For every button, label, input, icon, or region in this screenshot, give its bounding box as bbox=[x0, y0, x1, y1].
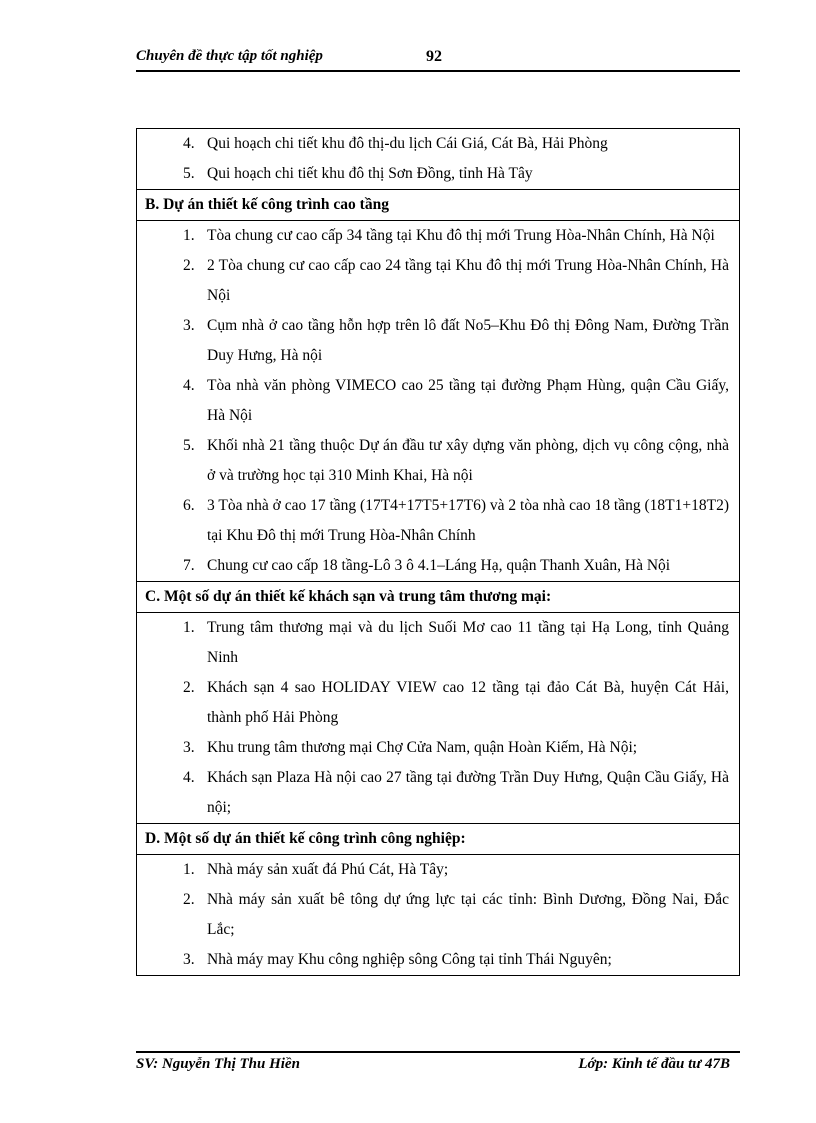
section-heading-d: D. Một số dự án thiết kế công trình công nghiệp: bbox=[137, 824, 740, 855]
list-item: 1. Tòa chung cư cao cấp 34 tầng tại Khu đô thị mới Trung Hòa-Nhân Chính, Hà Nội bbox=[183, 227, 715, 244]
footer-student: SV: Nguyễn Thị Thu Hiền bbox=[136, 1056, 300, 1072]
list-item: 3. Nhà máy may Khu công nghiệp sông Công tại tỉnh Thái Nguyên; bbox=[183, 951, 612, 968]
section-heading-row bbox=[137, 824, 740, 855]
project-table bbox=[136, 128, 740, 976]
footer-rule bbox=[136, 1051, 740, 1053]
list-item: 2. 2 Tòa chung cư cao cấp cao 24 tầng tại Khu đô thị mới Trung Hòa-Nhân Chính, Hà Nội bbox=[183, 257, 729, 304]
list-item: 6. 3 Tòa nhà ở cao 17 tầng (17T4+17T5+17T6) và 2 tòa nhà cao 18 tầng (18T1+18T2) tại Khu Đô thị mới Trung Hòa-Nhân Chính bbox=[183, 497, 729, 544]
item-list bbox=[137, 129, 739, 189]
header-title: Chuyên đề thực tập tốt nghiệp bbox=[136, 48, 323, 64]
list-item: 4. Tòa nhà văn phòng VIMECO cao 25 tầng tại đường Phạm Hùng, quận Cầu Giấy, Hà Nội bbox=[183, 377, 729, 424]
section-heading-b: B. Dự án thiết kế công trình cao tầng bbox=[137, 190, 740, 221]
section-heading-c: C. Một số dự án thiết kế khách sạn và trung tâm thương mại: bbox=[137, 582, 740, 613]
item-list bbox=[137, 221, 739, 581]
list-item: 2. Nhà máy sản xuất bê tông dự ứng lực tại các tỉnh: Bình Dương, Đồng Nai, Đắc Lắc; bbox=[183, 891, 729, 938]
list-item: 5. Khối nhà 21 tầng thuộc Dự án đầu tư xây dựng văn phòng, dịch vụ công cộng, nhà ở và trường học tại 310 Minh Khai, Hà nội bbox=[183, 437, 729, 484]
list-item: 7. Chung cư cao cấp 18 tầng-Lô 3 ô 4.1–Láng Hạ, quận Thanh Xuân, Hà Nội bbox=[183, 557, 671, 574]
page-header bbox=[136, 48, 740, 70]
list-item: 4. Qui hoạch chi tiết khu đô thị-du lịch Cái Giá, Cát Bà, Hải Phòng bbox=[183, 135, 608, 152]
list-item: 3. Khu trung tâm thương mại Chợ Cửa Nam, quận Hoàn Kiếm, Hà Nội; bbox=[183, 739, 638, 756]
list-item: 5. Qui hoạch chi tiết khu đô thị Sơn Đồng, tỉnh Hà Tây bbox=[183, 165, 533, 182]
section-heading-row bbox=[137, 190, 740, 221]
footer-class: Lớp: Kinh tế đầu tư 47B bbox=[578, 1056, 730, 1072]
item-list bbox=[137, 613, 739, 823]
page-footer bbox=[136, 1056, 740, 1078]
list-item: 4. Khách sạn Plaza Hà nội cao 27 tầng tại đường Trần Duy Hưng, Quận Cầu Giấy, Hà nội; bbox=[183, 769, 729, 816]
item-list bbox=[137, 855, 739, 975]
list-item: 1. Nhà máy sản xuất đá Phú Cát, Hà Tây; bbox=[183, 861, 449, 878]
list-item: 3. Cụm nhà ở cao tầng hỗn hợp trên lô đất No5–Khu Đô thị Đông Nam, Đường Trần Duy Hưng, Hà nội bbox=[183, 317, 729, 364]
section-items-row bbox=[137, 855, 740, 976]
page-number: 92 bbox=[426, 48, 442, 65]
list-item: 2. Khách sạn 4 sao HOLIDAY VIEW cao 12 tầng tại đảo Cát Bà, huyện Cát Hải, thành phố Hải Phòng bbox=[183, 679, 729, 726]
list-item: 1. Trung tâm thương mại và du lịch Suối Mơ cao 11 tầng tại Hạ Long, tỉnh Quảng Ninh bbox=[183, 619, 729, 666]
header-rule bbox=[136, 70, 740, 72]
section-items-row bbox=[137, 613, 740, 824]
section-items-row bbox=[137, 221, 740, 582]
section-heading-row bbox=[137, 582, 740, 613]
section-items-row bbox=[137, 129, 740, 190]
